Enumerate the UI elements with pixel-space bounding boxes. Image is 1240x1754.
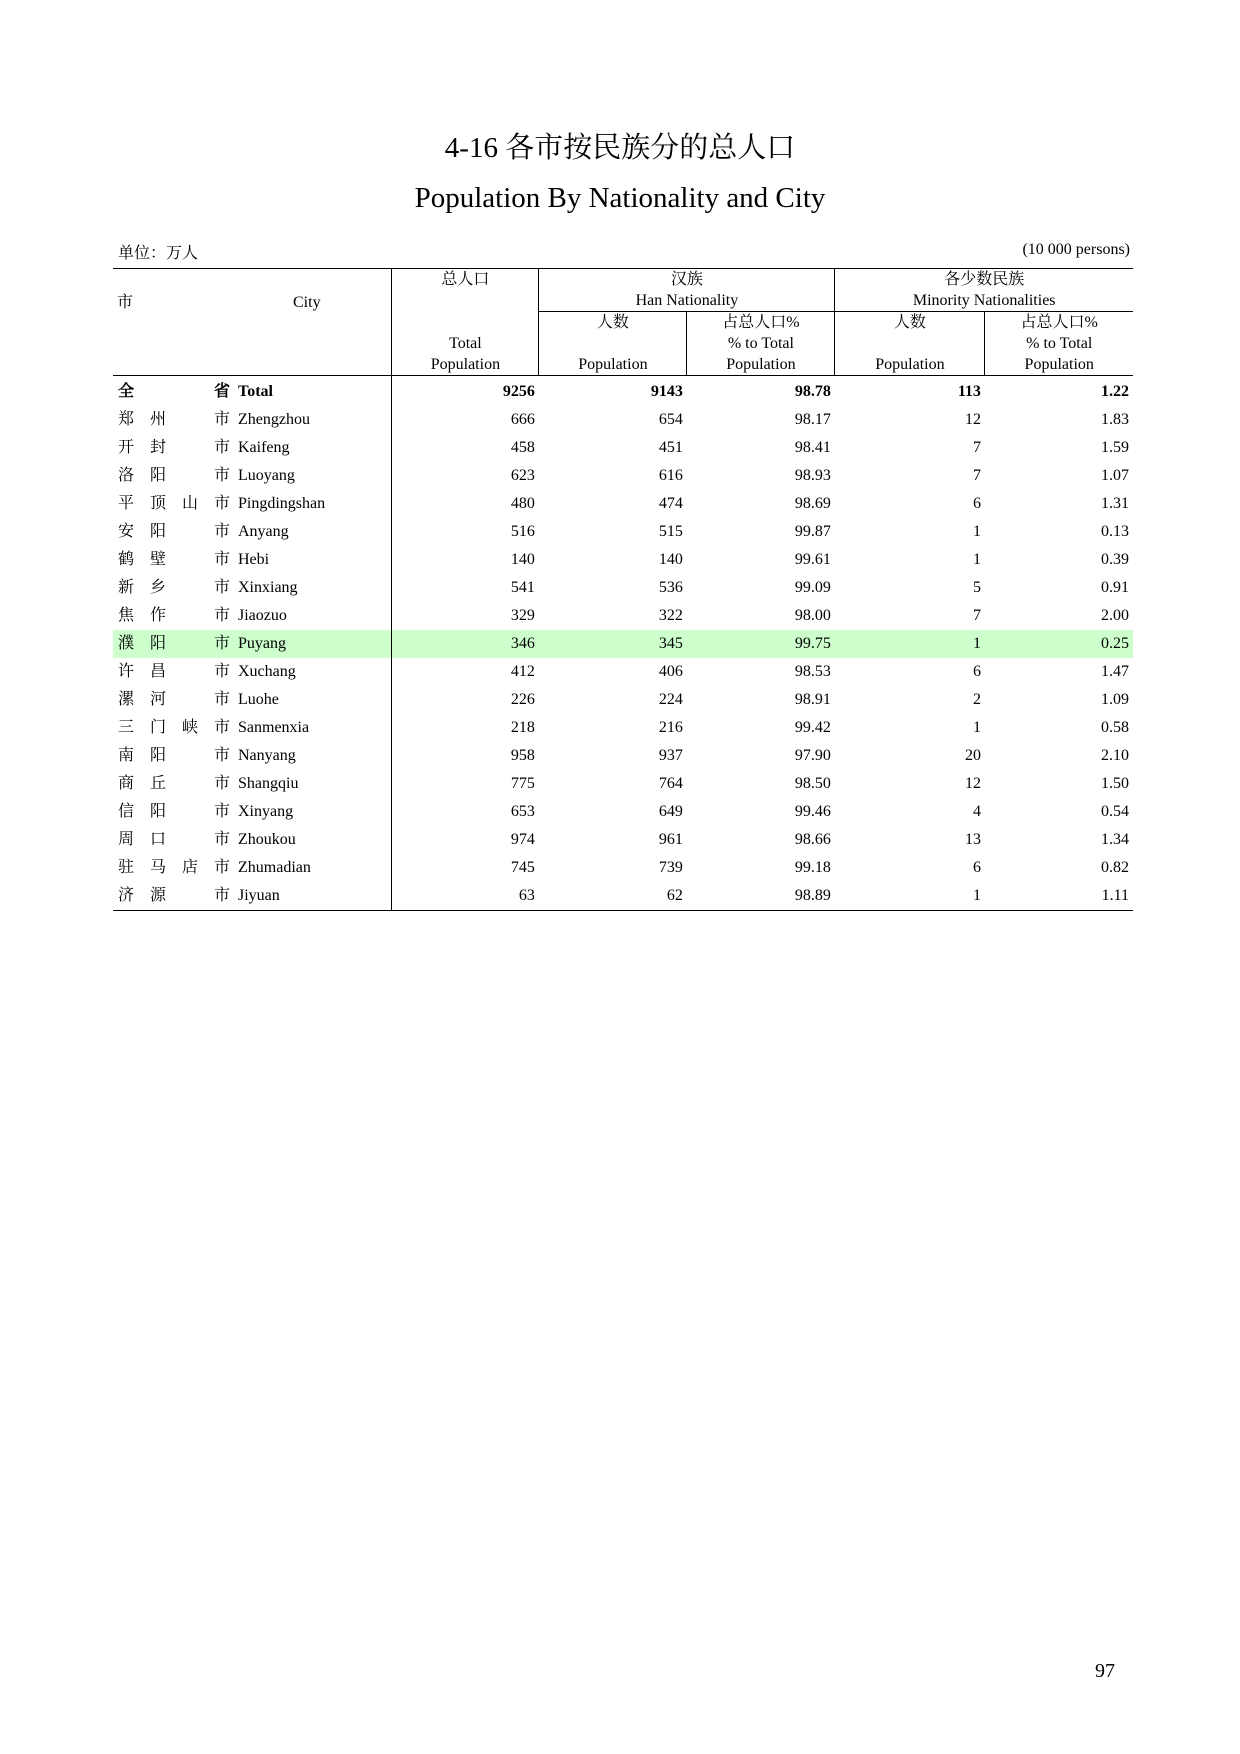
han-population-cell: 515 [658, 523, 683, 540]
total-population-cell: 623 [392, 462, 539, 490]
city-name-en: Total [238, 383, 273, 400]
minority-percent-cell: 2.10 [1101, 747, 1129, 764]
city-name-cn: 全 [118, 383, 135, 400]
header-min-count [835, 312, 985, 376]
table-row-total [113, 376, 1133, 407]
city-name-en: Jiyuan [238, 887, 280, 904]
minority-percent-cell: 0.58 [1101, 719, 1129, 736]
city-suffix: 市 [214, 635, 231, 652]
city-suffix: 市 [214, 439, 231, 456]
city-cell [113, 826, 392, 854]
minority-population-cell: 4 [972, 803, 981, 820]
han-population-cell: 451 [658, 439, 683, 456]
city-name-cn: 周 口 [118, 831, 167, 848]
total-population-cell: 458 [392, 434, 539, 462]
minority-population-cell: 6 [972, 859, 981, 876]
city-name-en: Kaifeng [238, 439, 290, 456]
table-body [113, 376, 1133, 911]
minority-percent-cell: 0.25 [985, 630, 1133, 658]
table-row [113, 882, 1133, 911]
table-row [113, 854, 1133, 882]
total-population-cell: 775 [392, 770, 539, 798]
city-name-cn: 驻 马 店 [118, 859, 199, 876]
han-percent-cell: 98.91 [794, 691, 831, 708]
total-population-cell: 516 [392, 518, 539, 546]
minority-percent-cell: 1.47 [1101, 663, 1129, 680]
header-min-pct-en2: Population [1024, 356, 1094, 373]
han-population-cell: 224 [658, 691, 683, 708]
city-name-cn: 洛 阳 [118, 467, 167, 484]
city-suffix: 省 [214, 383, 231, 400]
han-population-cell: 345 [539, 630, 687, 658]
city-name-en: Xinyang [238, 803, 294, 820]
minority-population-cell: 7 [972, 467, 981, 484]
total-population-cell: 541 [392, 574, 539, 602]
total-population-cell: 745 [392, 854, 539, 882]
han-percent-cell: 98.93 [794, 467, 831, 484]
population-table [113, 268, 1133, 911]
table-row [113, 602, 1133, 630]
han-population-cell: 654 [658, 411, 683, 428]
total-population-cell: 329 [392, 602, 539, 630]
total-population-cell: 63 [392, 882, 539, 911]
city-cell [113, 518, 392, 546]
header-han-pct-cn: 占总人口% [722, 314, 800, 331]
minority-percent-cell: 1.59 [1101, 439, 1129, 456]
header-total-en [392, 312, 539, 376]
header-min-pct [985, 312, 1133, 376]
header-total-en2: Population [430, 356, 501, 373]
han-population-cell: 406 [658, 663, 683, 680]
city-name-en: Hebi [238, 551, 270, 568]
city-suffix: 市 [214, 691, 231, 708]
table-row [113, 490, 1133, 518]
header-han-pct-en1: % to Total [727, 335, 794, 352]
total-population-cell: 974 [392, 826, 539, 854]
city-cell [113, 798, 392, 826]
han-percent-cell: 98.17 [794, 411, 831, 428]
han-population-cell: 961 [658, 831, 683, 848]
minority-percent-cell: 2.00 [1101, 607, 1129, 624]
city-suffix: 市 [214, 859, 231, 876]
minority-percent-cell: 0.91 [1101, 579, 1129, 596]
header-minority [835, 269, 1133, 312]
city-cell [113, 490, 392, 518]
header-han-count [539, 312, 687, 376]
total-population-cell: 412 [392, 658, 539, 686]
minority-percent-cell: 1.09 [1101, 691, 1129, 708]
city-cell [113, 462, 392, 490]
han-percent-cell: 98.69 [794, 495, 831, 512]
city-name-cn: 许 昌 [118, 663, 167, 680]
minority-population-cell: 1 [835, 630, 985, 658]
minority-population-cell: 1 [972, 551, 981, 568]
han-percent-cell: 98.53 [794, 663, 831, 680]
han-percent-cell: 99.09 [794, 579, 831, 596]
total-population-cell: 480 [392, 490, 539, 518]
table-row [113, 462, 1133, 490]
city-cell [113, 770, 392, 798]
minority-population-cell: 12 [964, 775, 981, 792]
city-name-en: Luohe [238, 691, 279, 708]
city-name-cn: 信 阳 [118, 803, 167, 820]
total-population-cell: 666 [392, 406, 539, 434]
han-population-cell: 649 [658, 803, 683, 820]
han-population-cell: 9143 [650, 383, 683, 400]
city-name-cn: 安 阳 [118, 523, 167, 540]
table-row [113, 434, 1133, 462]
han-percent-cell: 98.89 [687, 882, 835, 911]
minority-population-cell: 6 [972, 663, 981, 680]
han-percent-cell: 97.90 [794, 747, 831, 764]
header-minority-cn: 各少数民族 [944, 271, 1025, 288]
han-population-cell: 62 [539, 882, 687, 911]
city-suffix: 市 [214, 579, 231, 596]
table-row [113, 742, 1133, 770]
city-name-en: Zhumadian [238, 859, 311, 876]
city-name-cn: 焦 作 [118, 607, 167, 624]
page-number: 97 [1095, 1660, 1115, 1682]
city-name-cn: 鹤 壁 [118, 551, 167, 568]
city-name-cn: 济 源 [118, 887, 167, 904]
han-percent-cell: 98.00 [794, 607, 831, 624]
city-name-cn: 新 乡 [118, 579, 167, 596]
unit-label-en: (10 000 persons) [1022, 241, 1130, 258]
table-row [113, 770, 1133, 798]
minority-percent-cell: 1.34 [1101, 831, 1129, 848]
city-suffix: 市 [214, 831, 231, 848]
header-min-count-cn: 人数 [893, 314, 926, 331]
han-population-cell: 764 [658, 775, 683, 792]
han-percent-cell: 98.41 [794, 439, 831, 456]
city-name-en: Shangqiu [238, 775, 299, 792]
city-suffix: 市 [214, 607, 231, 624]
city-suffix: 市 [214, 523, 231, 540]
city-name-cn: 濮 阳 [118, 635, 167, 652]
total-population-cell: 958 [392, 742, 539, 770]
city-suffix: 市 [214, 411, 231, 428]
city-cell [113, 686, 392, 714]
total-population-cell: 346 [392, 630, 539, 658]
header-min-pct-cn: 占总人口% [1020, 314, 1098, 331]
minority-population-cell: 6 [972, 495, 981, 512]
han-percent-cell: 98.66 [794, 831, 831, 848]
city-suffix: 市 [214, 803, 231, 820]
header-total-en1: Total [449, 335, 482, 352]
han-population-cell: 937 [658, 747, 683, 764]
minority-percent-cell: 0.39 [1101, 551, 1129, 568]
header-han-count-cn: 人数 [596, 314, 629, 331]
minority-percent-cell: 1.31 [1101, 495, 1129, 512]
city-cell [113, 434, 392, 462]
city-suffix: 市 [214, 747, 231, 764]
city-name-cn: 漯 河 [118, 691, 167, 708]
city-suffix: 市 [214, 887, 231, 904]
han-population-cell: 616 [658, 467, 683, 484]
header-han-count-en: Population [578, 356, 648, 373]
city-cell [113, 742, 392, 770]
city-cell [113, 574, 392, 602]
minority-population-cell: 5 [972, 579, 981, 596]
table-row [113, 686, 1133, 714]
han-population-cell: 536 [658, 579, 683, 596]
minority-percent-cell: 1.83 [1101, 411, 1129, 428]
minority-percent-cell: 1.07 [1101, 467, 1129, 484]
total-population-cell: 9256 [392, 376, 539, 407]
page-title-en: Population By Nationality and City [414, 182, 826, 214]
header-city [113, 293, 392, 376]
minority-population-cell: 7 [972, 439, 981, 456]
city-name-en: Puyang [238, 635, 286, 652]
table-row [113, 546, 1133, 574]
city-name-en: Nanyang [238, 747, 296, 764]
city-name-cn: 商 丘 [118, 775, 167, 792]
minority-population-cell: 113 [957, 383, 981, 400]
minority-population-cell: 1 [835, 882, 985, 911]
han-population-cell: 216 [658, 719, 683, 736]
city-name-en: Pingdingshan [238, 495, 326, 512]
minority-population-cell: 20 [964, 747, 981, 764]
total-population-cell: 140 [392, 546, 539, 574]
minority-population-cell: 13 [964, 831, 981, 848]
minority-percent-cell: 1.50 [1101, 775, 1129, 792]
table-row [113, 826, 1133, 854]
minority-population-cell: 2 [972, 691, 981, 708]
han-percent-cell: 99.46 [794, 803, 831, 820]
city-cell [113, 376, 392, 407]
city-suffix: 市 [214, 663, 231, 680]
city-name-cn: 南 阳 [118, 747, 167, 764]
city-suffix: 市 [214, 719, 231, 736]
han-percent-cell: 98.50 [794, 775, 831, 792]
city-name-en: Xuchang [238, 663, 296, 680]
city-cell [113, 658, 392, 686]
han-population-cell: 474 [658, 495, 683, 512]
page-title-cn: 4-16 各市按民族分的总人口 [444, 132, 796, 164]
header-han-pct-en2: Population [726, 356, 796, 373]
city-name-en: Xinxiang [238, 579, 298, 596]
unit-label-cn: 单位：万人 [118, 245, 199, 262]
han-percent-cell: 99.61 [794, 551, 831, 568]
minority-population-cell: 7 [972, 607, 981, 624]
han-percent-cell: 99.18 [794, 859, 831, 876]
total-population-cell: 218 [392, 714, 539, 742]
table-row [113, 574, 1133, 602]
han-population-cell: 140 [658, 551, 683, 568]
table-row [113, 714, 1133, 742]
city-suffix: 市 [214, 467, 231, 484]
header-minority-en: Minority Nationalities [912, 292, 1056, 309]
city-name-cn: 平 顶 山 [118, 495, 199, 512]
city-cell [113, 406, 392, 434]
han-population-cell: 322 [658, 607, 683, 624]
table-row [113, 406, 1133, 434]
city-suffix: 市 [214, 775, 231, 792]
city-name-en: Zhoukou [238, 831, 296, 848]
han-percent-cell: 99.42 [794, 719, 831, 736]
city-cell [113, 714, 392, 742]
han-percent-cell: 98.78 [794, 383, 831, 400]
city-name-cn: 开 封 [118, 439, 167, 456]
header-total-cn: 总人口 [392, 269, 539, 312]
city-cell [113, 630, 392, 658]
city-name-en: Zhengzhou [238, 411, 310, 428]
minority-percent-cell: 0.13 [1101, 523, 1129, 540]
table-row [113, 658, 1133, 686]
header-city-en: City [293, 293, 321, 311]
city-cell [113, 882, 392, 911]
header-han-pct [687, 312, 835, 376]
city-cell [113, 546, 392, 574]
table-row [113, 630, 1133, 658]
minority-population-cell: 1 [972, 719, 981, 736]
city-cell [113, 602, 392, 630]
city-suffix: 市 [214, 551, 231, 568]
city-name-en: Anyang [238, 523, 289, 540]
minority-population-cell: 12 [964, 411, 981, 428]
header-city-cn: 市 [117, 293, 134, 311]
city-name-cn: 郑 州 [118, 411, 167, 428]
han-percent-cell: 99.87 [794, 523, 831, 540]
total-population-cell: 226 [392, 686, 539, 714]
minority-population-cell: 1 [972, 523, 981, 540]
city-name-en: Luoyang [238, 467, 295, 484]
header-han-cn: 汉族 [670, 271, 703, 288]
han-percent-cell: 99.75 [687, 630, 835, 658]
city-name-en: Sanmenxia [238, 719, 310, 736]
city-cell [113, 854, 392, 882]
city-name-en: Jiaozuo [238, 607, 287, 624]
minority-percent-cell: 1.11 [985, 882, 1133, 911]
header-min-pct-en1: % to Total [1026, 335, 1093, 352]
header-han-en: Han Nationality [635, 292, 739, 309]
han-population-cell: 739 [658, 859, 683, 876]
minority-percent-cell: 0.82 [1101, 859, 1129, 876]
minority-percent-cell: 0.54 [1101, 803, 1129, 820]
city-name-cn: 三 门 峡 [118, 719, 199, 736]
table-row [113, 518, 1133, 546]
header-han [539, 269, 835, 312]
city-suffix: 市 [214, 495, 231, 512]
header-min-count-en: Population [875, 356, 945, 373]
minority-percent-cell: 1.22 [1101, 383, 1129, 400]
table-row [113, 798, 1133, 826]
total-population-cell: 653 [392, 798, 539, 826]
